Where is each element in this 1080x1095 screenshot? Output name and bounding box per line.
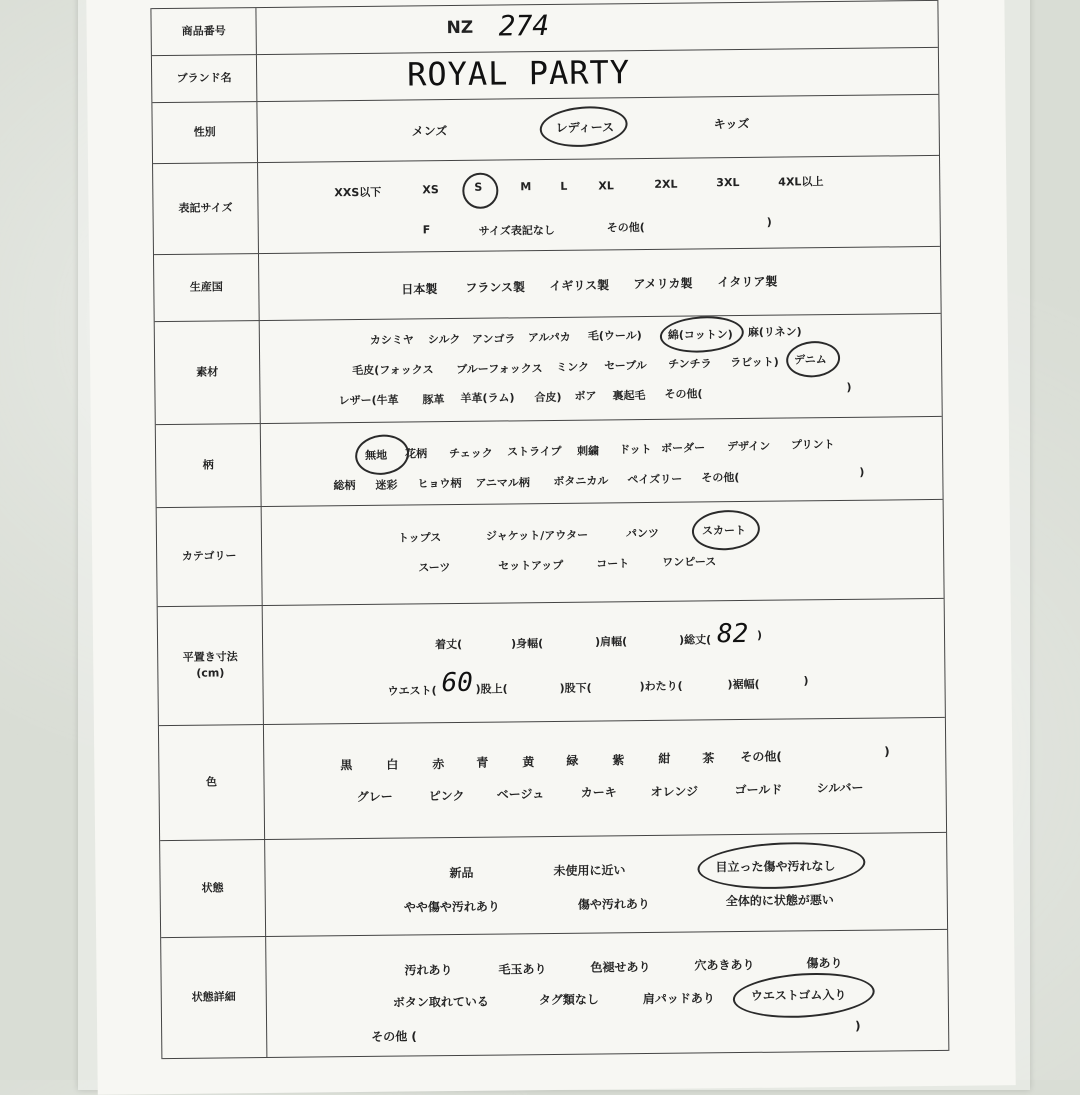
product-number-handwritten: 274	[498, 8, 550, 43]
measure-width-open: )身幅(	[511, 637, 544, 651]
category-skirt-circle	[691, 508, 761, 552]
color-silver: シルバー	[816, 780, 864, 796]
row-brand	[152, 47, 938, 102]
label-brand: ブランド名	[152, 55, 257, 102]
material-boa: ボア	[574, 389, 597, 403]
condition-cell	[265, 833, 947, 936]
size-s: S	[474, 180, 483, 194]
pattern-other-open: その他(	[701, 471, 740, 485]
color-blue: 青	[476, 755, 489, 770]
measure-waist-handwritten: 60	[441, 667, 473, 699]
pattern-other-close: )	[859, 465, 865, 479]
country-italy: イタリア製	[717, 274, 778, 290]
pattern-border: ボーダー	[660, 441, 706, 455]
material-denim-circle	[785, 339, 842, 379]
label-condition-detail: 状態詳細	[161, 937, 267, 1058]
label-condition: 状態	[160, 840, 266, 937]
color-red: 赤	[432, 757, 445, 772]
measure-hem-open: )裾幅(	[727, 677, 760, 692]
material-cotton-circle	[659, 314, 745, 355]
material-synthetic: 合皮)	[534, 390, 562, 405]
size-other-open: その他(	[606, 221, 645, 235]
color-khaki: カーキ	[580, 785, 617, 800]
product-number-prefix: NZ	[446, 17, 474, 39]
label-measure-line1: 平置き寸法	[182, 650, 238, 664]
pattern-design: デザイン	[726, 439, 771, 454]
pattern-embroidery: 刺繍	[577, 444, 600, 458]
pattern-leopard: ヒョウ柄	[417, 476, 462, 491]
color-purple: 紫	[612, 753, 625, 768]
country-japan: 日本製	[401, 282, 438, 297]
gender-option-kids: キッズ	[713, 116, 750, 132]
size-xl: XL	[598, 179, 614, 193]
color-cell	[264, 718, 946, 839]
pattern-paisley: ペイズリー	[627, 472, 683, 487]
material-sable: セーブル	[604, 358, 647, 373]
condition-like-new: 未使用に近い	[553, 863, 626, 878]
measure-thigh-open: )わたり(	[639, 679, 683, 694]
detail-other-open: その他 (	[371, 1029, 417, 1044]
detail-holes: 穴あきあり	[694, 957, 755, 973]
material-cotton: 綿(コットン)	[667, 328, 733, 342]
brand-handwritten: ROYAL PARTY	[406, 53, 631, 94]
material-other-close: )	[846, 380, 852, 394]
measure-hem-close: )	[803, 674, 809, 688]
size-xs: XS	[422, 183, 439, 197]
condition-no-visible-damage: 目立った傷や汚れなし	[715, 859, 836, 875]
label-size: 表記サイズ	[153, 163, 259, 254]
measure-inseam-open: )股下(	[559, 681, 592, 695]
detail-shoulder-pad: 肩パッドあり	[642, 991, 715, 1007]
label-measure	[158, 606, 264, 725]
size-l: L	[560, 179, 568, 193]
label-measure-line2: (cm)	[196, 666, 225, 680]
material-blue-fox: ブルーフォックス	[456, 362, 543, 376]
measure-cell	[263, 599, 945, 724]
detail-pilling: 毛玉あり	[498, 962, 547, 977]
measure-waist-open: ウエスト(	[387, 684, 437, 698]
form-table	[150, 0, 949, 1059]
pattern-animal: アニマル柄	[475, 476, 530, 490]
material-silk: シルク	[427, 332, 461, 347]
label-gender: 性別	[152, 102, 258, 163]
detail-no-tag: タグ類なし	[538, 992, 599, 1008]
country-cell	[259, 247, 941, 320]
country-usa: アメリカ製	[633, 276, 693, 292]
product-number-cell	[256, 1, 937, 54]
color-yellow: 黄	[522, 755, 535, 770]
country-france: フランス製	[465, 280, 526, 295]
gender-selected-circle	[538, 103, 629, 150]
label-material: 素材	[155, 321, 261, 424]
material-linen: 麻(リネン)	[747, 325, 802, 339]
size-xxs: XXS以下	[334, 185, 382, 200]
measure-shoulder-open: )肩幅(	[595, 635, 628, 649]
row-category	[157, 499, 944, 606]
material-other-open: その他(	[664, 387, 703, 401]
color-navy: 紺	[658, 751, 671, 766]
measure-total-close: )	[756, 628, 763, 642]
size-2xl: 2XL	[654, 177, 678, 191]
color-brown: 茶	[702, 751, 715, 766]
material-cashmere: カシミヤ	[369, 333, 414, 347]
material-alpaca: アルパカ	[527, 330, 571, 345]
category-setup: セットアップ	[498, 558, 564, 573]
category-jacket: ジャケット/アウター	[485, 528, 589, 543]
row-size	[153, 155, 940, 254]
gender-cell	[257, 95, 939, 162]
measure-length-open: 着丈(	[435, 637, 463, 652]
country-uk: イギリス製	[549, 278, 610, 294]
row-gender	[152, 94, 939, 163]
detail-other-close: )	[855, 1018, 861, 1033]
row-pattern	[156, 416, 943, 507]
material-leather-cow: レザー(牛革	[338, 393, 399, 408]
color-orange: オレンジ	[650, 784, 699, 799]
condition-selected-circle	[696, 839, 866, 893]
material-cell	[260, 314, 942, 423]
row-product-number	[151, 0, 937, 55]
material-lamb: 羊革(ラム)	[460, 391, 515, 405]
size-selected-circle	[462, 173, 498, 209]
pattern-solid: 無地	[365, 448, 388, 462]
pattern-stripe: ストライプ	[507, 444, 562, 459]
color-other-close: )	[884, 744, 890, 759]
size-m: M	[520, 180, 532, 194]
category-skirt: スカート	[701, 523, 746, 538]
measure-total-open: )総丈(	[678, 633, 712, 647]
material-chinchilla: チンチラ	[668, 357, 712, 371]
material-mink: ミンク	[556, 360, 590, 374]
material-wool: 毛(ウール)	[587, 329, 642, 343]
detail-elastic-waist: ウエストゴム入り	[750, 987, 847, 1003]
category-onepiece: ワンピース	[662, 555, 717, 569]
measure-rise-open: )股上(	[475, 682, 508, 696]
size-cell	[258, 156, 940, 253]
color-beige: ベージュ	[496, 787, 545, 802]
size-other-close: )	[766, 215, 772, 229]
color-gray: グレー	[356, 789, 393, 805]
label-color: 色	[159, 725, 265, 840]
row-condition	[160, 832, 947, 937]
detail-button-missing: ボタン取れている	[392, 994, 489, 1010]
measure-total-handwritten: 82	[716, 618, 749, 650]
pattern-check: チェック	[449, 446, 493, 461]
gender-option-ladies: レディース	[555, 120, 615, 135]
pattern-botanical: ボタニカル	[553, 474, 609, 488]
condition-detail-cell	[266, 930, 948, 1057]
product-info-sheet	[86, 0, 1015, 1095]
material-pig: 豚革	[422, 393, 445, 407]
condition-new: 新品	[449, 865, 474, 881]
pattern-cell	[261, 417, 943, 506]
pattern-print: プリント	[790, 438, 835, 452]
category-tops: トップス	[397, 531, 442, 545]
size-4xl: 4XL以上	[778, 175, 824, 189]
detail-fading: 色褪せあり	[590, 959, 651, 975]
material-rabbit: ラビット)	[730, 355, 779, 370]
row-color	[159, 717, 946, 840]
row-measure	[158, 598, 945, 725]
pattern-solid-circle	[353, 432, 411, 478]
category-pants: パンツ	[625, 526, 660, 541]
color-gold: ゴールド	[734, 782, 783, 798]
label-country: 生産国	[154, 254, 260, 321]
material-denim: デニム	[794, 353, 827, 367]
brand-cell	[257, 48, 938, 101]
label-category: カテゴリー	[157, 507, 263, 606]
color-other-open: その他(	[740, 749, 782, 765]
condition-slight-damage: やや傷や汚れあり	[403, 899, 500, 915]
color-green: 緑	[566, 753, 579, 768]
condition-damage: 傷や汚れあり	[577, 896, 650, 912]
pattern-camo: 迷彩	[375, 478, 398, 492]
detail-selected-circle	[732, 969, 876, 1022]
row-country	[154, 246, 941, 321]
condition-poor: 全体的に状態が悪い	[725, 893, 834, 909]
category-coat: コート	[596, 557, 630, 571]
pattern-floral: 花柄	[405, 447, 428, 461]
category-suits: スーツ	[418, 561, 451, 575]
color-white: 白	[386, 757, 399, 772]
detail-scratch: 傷あり	[806, 955, 843, 971]
row-condition-detail	[161, 929, 948, 1059]
label-pattern: 柄	[156, 424, 262, 507]
gender-option-mens: メンズ	[411, 124, 448, 139]
size-f: F	[422, 223, 431, 237]
row-material	[155, 313, 942, 424]
size-no-label: サイズ表記なし	[478, 223, 555, 238]
pattern-allover: 総柄	[333, 479, 356, 493]
detail-stain: 汚れあり	[404, 963, 453, 978]
size-3xl: 3XL	[716, 176, 740, 190]
pattern-dot: ドット	[618, 442, 652, 457]
label-product-number: 商品番号	[151, 8, 256, 55]
color-pink: ピンク	[428, 788, 465, 804]
material-fox: 毛皮(フォックス	[352, 363, 434, 378]
material-brushed: 裏起毛	[612, 389, 646, 403]
color-black: 黒	[340, 758, 353, 773]
category-cell	[262, 500, 944, 605]
material-angora: アンゴラ	[471, 332, 516, 346]
